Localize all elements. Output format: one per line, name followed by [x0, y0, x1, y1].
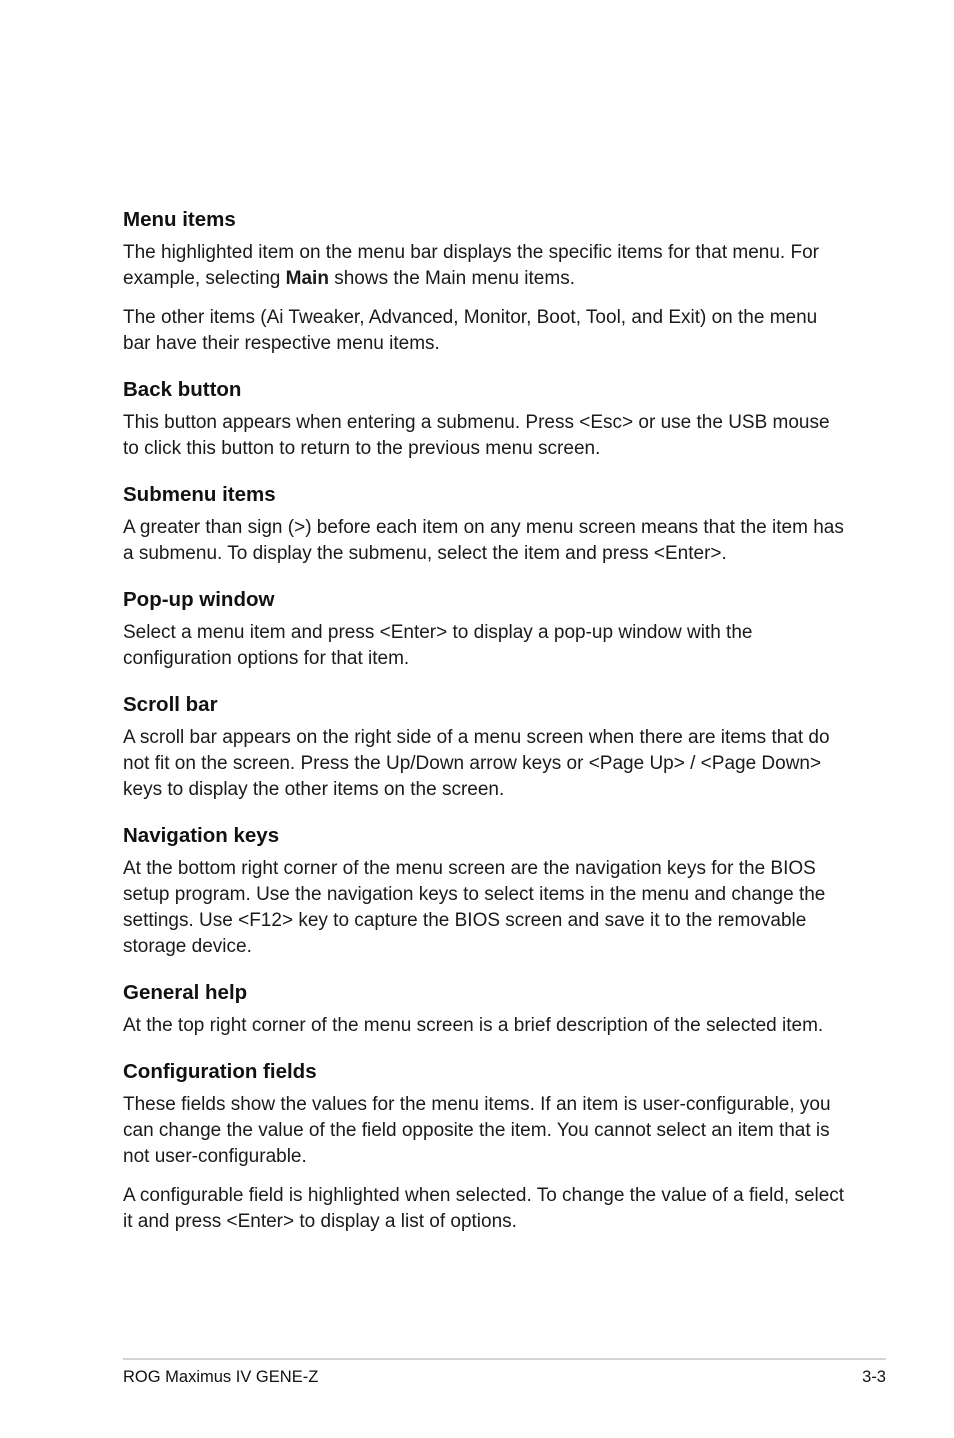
footer-page-number: 3-3: [862, 1368, 886, 1386]
section-heading: Scroll bar: [123, 693, 218, 716]
section-heading: Pop-up window: [123, 588, 275, 611]
section-paragraph: A configurable field is highlighted when selected. To change the value of a field, select it and press <Enter> to display a list of options.: [123, 1185, 845, 1232]
section-menu-items: [123, 207, 848, 357]
section-paragraph: This button appears when entering a submenu. Press <Esc> or use the USB mouse to click this button to return to the previous menu screen.: [123, 412, 830, 459]
section-paragraph: The other items (Ai Tweaker, Advanced, Monitor, Boot, Tool, and Exit) on the menu bar have their respective menu items.: [123, 307, 818, 354]
paragraph-text: shows the Main menu items.: [328, 268, 575, 289]
section-navigation-keys: [123, 823, 848, 960]
footer-divider: [123, 1358, 886, 1360]
section-general-help: [123, 980, 848, 1039]
paragraph-text: The highlighted item on the menu bar displays the specific items for that menu. For example, selecting: [123, 242, 819, 289]
section-paragraph: [123, 240, 848, 292]
section-paragraph: These fields show the values for the menu items. If an item is user-configurable, you can change the value of the field opposite the item. You cannot select an item that is not user-configurable.: [123, 1094, 831, 1167]
section-paragraph: Select a menu item and press <Enter> to display a pop-up window with the configuration options for that item.: [123, 622, 753, 669]
section-scroll-bar: [123, 692, 848, 803]
section-heading: General help: [123, 981, 248, 1004]
section-submenu-items: [123, 482, 848, 567]
section-paragraph: A greater than sign (>) before each item on any menu screen means that the item has a submenu. To display the submenu, select the item and press <Enter>.: [123, 517, 844, 564]
paragraph-bold-term: Main: [285, 268, 329, 289]
section-popup-window: [123, 587, 848, 672]
section-paragraph: At the bottom right corner of the menu screen are the navigation keys for the BIOS setup program. Use the navigation keys to select items in the menu and change the settings. Use <F12> key to capture the BIOS screen and save it to the removable storage device.: [123, 858, 826, 957]
section-heading: Navigation keys: [123, 824, 280, 847]
section-heading: Menu items: [123, 208, 236, 231]
section-heading: Submenu items: [123, 483, 276, 506]
document-body: [123, 207, 848, 1255]
section-paragraph: A scroll bar appears on the right side of a menu screen when there are items that do not fit on the screen. Press the Up/Down arrow keys or <Page Up> / <Page Down> keys to display the other items on the screen.: [123, 727, 830, 800]
footer-product-name: ROG Maximus IV GENE-Z: [123, 1368, 319, 1386]
section-heading: Back button: [123, 378, 242, 401]
section-back-button: [123, 377, 848, 462]
section-configuration-fields: [123, 1059, 848, 1235]
section-paragraph: At the top right corner of the menu screen is a brief description of the selected item.: [123, 1015, 824, 1036]
section-heading: Configuration fields: [123, 1060, 317, 1083]
